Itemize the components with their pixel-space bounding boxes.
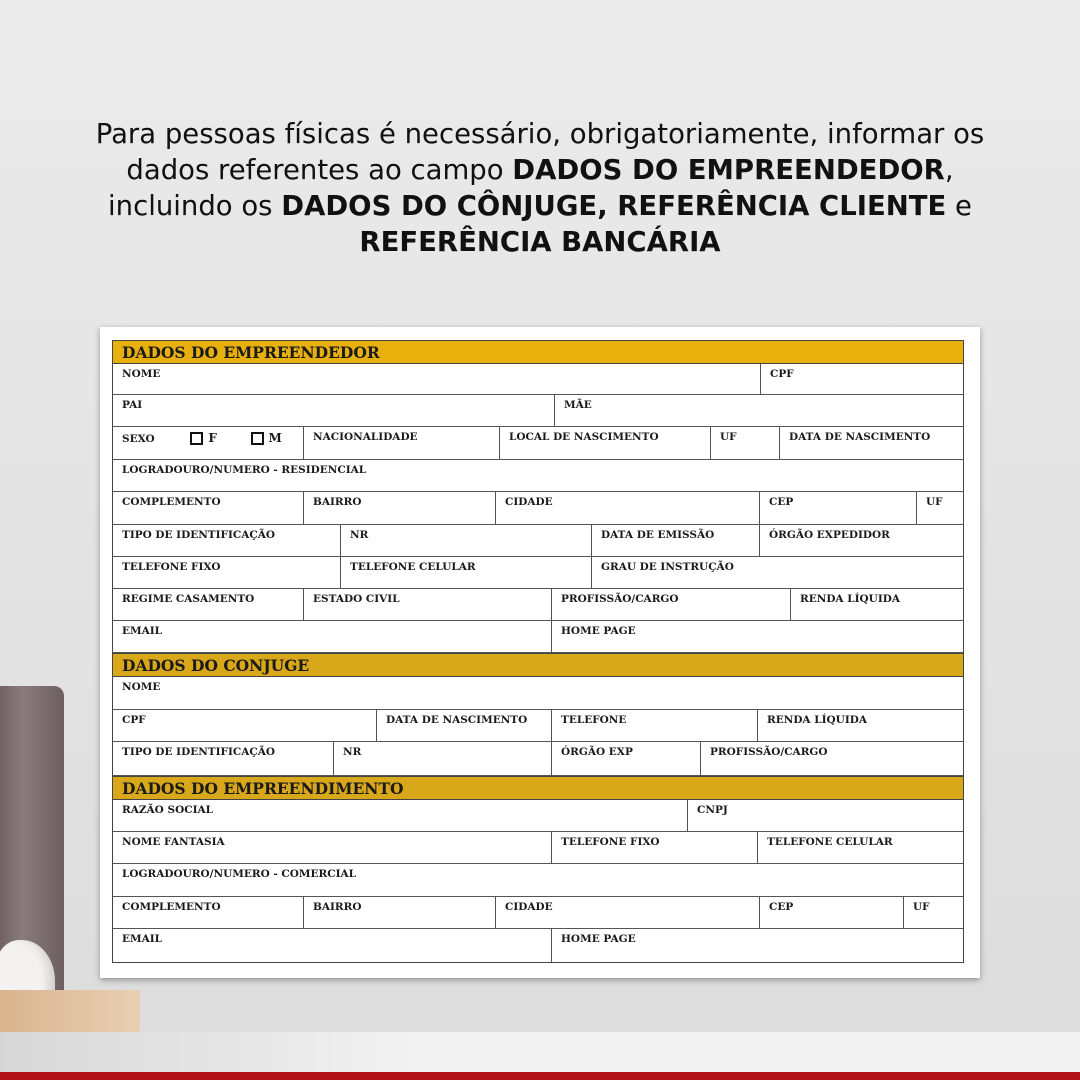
field-email[interactable]: EMAIL	[113, 621, 552, 652]
row-nome-fantasia	[113, 832, 963, 864]
field-renda-liquida[interactable]: RENDA LÍQUIDA	[800, 593, 900, 605]
field-grau-instrucao[interactable]: GRAU DE INSTRUÇÃO	[601, 561, 734, 573]
row-conjuge-nome	[113, 677, 963, 710]
field-conjuge-tipo-identificacao[interactable]: TIPO DE IDENTIFICAÇÃO	[113, 742, 334, 775]
row-identificacao	[113, 525, 963, 557]
field-logradouro-comercial[interactable]: LOGRADOURO/NUMERO - COMERCIAL	[122, 868, 357, 880]
field-conjuge-data-nascimento[interactable]: DATA DE NASCIMENTO	[377, 710, 552, 741]
field-bairro[interactable]: BAIRRO	[304, 492, 496, 524]
field-estado-civil[interactable]: ESTADO CIVIL	[304, 589, 552, 620]
field-nome[interactable]: NOME	[113, 364, 761, 394]
field-empreendimento-email[interactable]: EMAIL	[113, 929, 552, 962]
field-empreendimento-telefone-fixo[interactable]: TELEFONE FIXO	[552, 832, 758, 863]
row-conjuge-identificacao	[113, 742, 963, 776]
headline-part-1: Para pessoas físicas é necessário, obrigatoriamente, informar os dados referentes ao campo	[95, 118, 985, 186]
field-conjuge-nome[interactable]: NOME	[122, 681, 161, 693]
row-email	[113, 621, 963, 653]
field-nr[interactable]: NR	[341, 525, 592, 556]
field-complemento[interactable]: COMPLEMENTO	[113, 492, 304, 524]
row-logradouro	[113, 460, 963, 492]
headline-part-2: , incluindo os	[108, 154, 954, 222]
field-telefone-celular[interactable]: TELEFONE CELULAR	[341, 557, 592, 588]
checkbox-sexo-m[interactable]	[251, 432, 264, 445]
row-pai-mae	[113, 395, 963, 427]
field-uf[interactable]: UF	[711, 427, 780, 459]
field-pai[interactable]: PAI	[113, 395, 555, 426]
section-conjuge-header: DADOS DO CONJUGE	[113, 653, 963, 677]
row-logradouro-comercial	[113, 864, 963, 897]
row-empreendimento-endereco	[113, 897, 963, 929]
field-empreendimento-complemento[interactable]: COMPLEMENTO	[113, 897, 304, 928]
field-sexo	[113, 427, 304, 459]
field-razao-social[interactable]: RAZÃO SOCIAL	[113, 800, 688, 831]
section-empreendimento-header: DADOS DO EMPREENDIMENTO	[113, 776, 963, 800]
checkbox-sexo-f[interactable]	[190, 432, 203, 445]
field-empreendimento-bairro[interactable]: BAIRRO	[304, 897, 496, 928]
field-conjuge-cpf[interactable]: CPF	[113, 710, 377, 741]
row-civil	[113, 589, 963, 621]
field-logradouro-residencial[interactable]: LOGRADOURO/NUMERO - RESIDENCIAL	[122, 464, 367, 476]
field-cep[interactable]: CEP	[760, 492, 917, 524]
sexo-m-label: M	[268, 431, 282, 445]
field-cidade[interactable]: CIDADE	[496, 492, 760, 524]
field-data-emissao[interactable]: DATA DE EMISSÃO	[592, 525, 760, 556]
field-conjuge-profissao[interactable]: PROFISSÃO/CARGO	[710, 746, 828, 758]
headline-bold-3: REFERÊNCIA BANCÁRIA	[359, 226, 721, 258]
field-conjuge-orgao-exp[interactable]: ÓRGÃO EXP	[552, 742, 701, 775]
field-data-nascimento[interactable]: DATA DE NASCIMENTO	[789, 431, 931, 443]
field-tipo-identificacao[interactable]: TIPO DE IDENTIFICAÇÃO	[113, 525, 341, 556]
field-empreendimento-uf[interactable]: UF	[913, 901, 930, 913]
field-telefone-fixo[interactable]: TELEFONE FIXO	[113, 557, 341, 588]
field-profissao[interactable]: PROFISSÃO/CARGO	[552, 589, 791, 620]
headline-part-3: e	[946, 190, 972, 222]
sexo-label: SEXO	[122, 433, 155, 445]
row-nome-cpf	[113, 364, 963, 395]
section-empreendedor-header: DADOS DO EMPREENDEDOR	[113, 340, 963, 364]
headline-bold-1: DADOS DO EMPREENDEDOR	[512, 154, 945, 186]
desk-decoration	[0, 990, 140, 1035]
field-conjuge-nr[interactable]: NR	[334, 742, 552, 775]
field-uf-endereco[interactable]: UF	[926, 496, 943, 508]
registration-form	[112, 340, 964, 963]
field-cpf[interactable]: CPF	[770, 368, 794, 380]
field-orgao-expedidor[interactable]: ÓRGÃO EXPEDIDOR	[769, 529, 890, 541]
field-empreendimento-cidade[interactable]: CIDADE	[496, 897, 760, 928]
row-conjuge-dados	[113, 710, 963, 742]
field-empreendimento-telefone-celular[interactable]: TELEFONE CELULAR	[767, 836, 893, 848]
headline-bold-2: DADOS DO CÔNJUGE, REFERÊNCIA CLIENTE	[281, 190, 947, 222]
sexo-f-label: F	[208, 431, 217, 445]
field-cnpj[interactable]: CNPJ	[697, 804, 728, 816]
row-endereco	[113, 492, 963, 525]
field-mae[interactable]: MÃE	[564, 399, 592, 411]
headline-text	[60, 116, 1020, 260]
row-empreendimento-email	[113, 929, 963, 962]
field-nome-fantasia[interactable]: NOME FANTASIA	[113, 832, 552, 863]
field-empreendimento-home-page[interactable]: HOME PAGE	[561, 933, 636, 945]
field-empreendimento-cep[interactable]: CEP	[760, 897, 904, 928]
form-sheet	[100, 327, 980, 978]
field-local-nascimento[interactable]: LOCAL DE NASCIMENTO	[500, 427, 711, 459]
field-nacionalidade[interactable]: NACIONALIDADE	[304, 427, 500, 459]
brand-red-bar	[0, 1072, 1080, 1080]
field-home-page[interactable]: HOME PAGE	[561, 625, 636, 637]
row-razao-social	[113, 800, 963, 832]
field-conjuge-telefone[interactable]: TELEFONE	[552, 710, 758, 741]
field-conjuge-renda[interactable]: RENDA LÍQUIDA	[767, 714, 867, 726]
floor-decoration	[0, 1032, 1080, 1072]
row-telefones	[113, 557, 963, 589]
field-regime-casamento[interactable]: REGIME CASAMENTO	[113, 589, 304, 620]
row-sexo-nacionalidade	[113, 427, 963, 460]
